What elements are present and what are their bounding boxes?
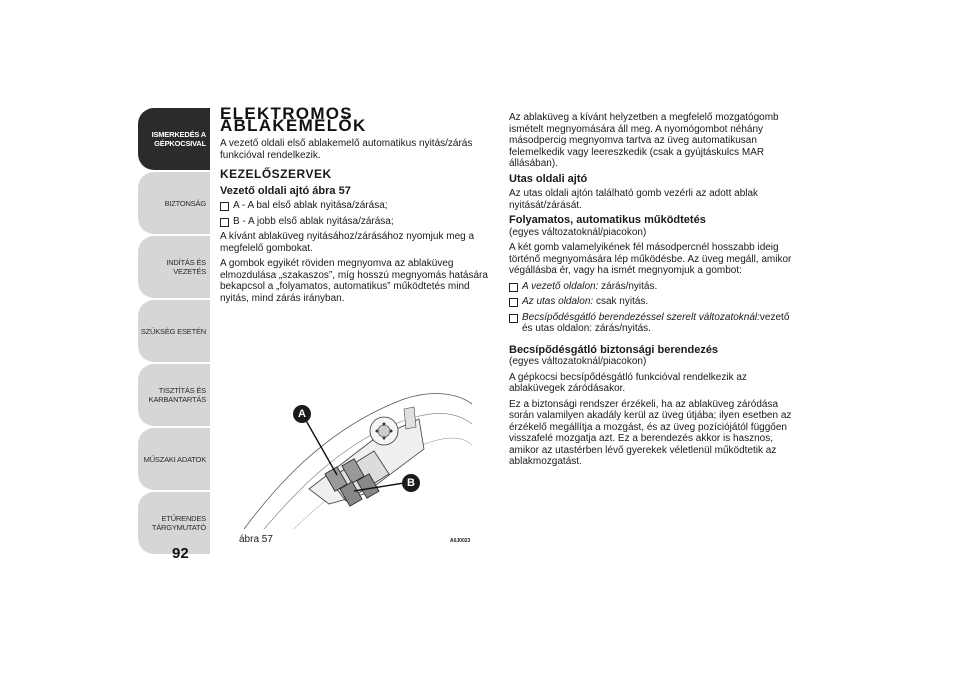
- checkbox-bullet-icon: [220, 218, 229, 227]
- list-item-text: [522, 281, 799, 293]
- tab-ismerkedes[interactable]: [138, 108, 210, 170]
- list-item-rest: csak nyitás.: [593, 296, 649, 307]
- list-item-text: [522, 296, 799, 308]
- list-item-term: A vezető oldalon:: [522, 280, 599, 292]
- list-item-rest: zárás/nyitás.: [598, 280, 658, 292]
- subheading-note: (egyes változatoknál/piacokon): [509, 356, 647, 367]
- list-item: [509, 312, 799, 335]
- tab-szukseg[interactable]: [138, 300, 210, 362]
- paragraph: Az ablaküveg a kívánt helyzetben a megfelelő mozgatógomb ismételt megnyomására áll meg. A nyomógombot néhány másodpercig megnyomva tartva az üveg automatikusan felemelkedik vagy leereszkedik (csak a gyújtáskulcs MAR állásában).: [509, 112, 779, 169]
- list-item-text: B - A jobb első ablak nyitása/zárása;: [233, 215, 394, 227]
- paragraph: A kívánt ablaküveg nyitásához/zárásához nyomjuk meg a megfelelő gombokat.: [220, 231, 475, 254]
- tab-label: BIZTONSÁG: [164, 198, 206, 208]
- left-column: [220, 104, 492, 308]
- subheading: Vezető oldali ajtó ábra 57: [220, 184, 351, 197]
- page-title: ELEKTROMOS ABLAKEMELŐK: [220, 104, 367, 135]
- tab-label: MŰSZAKI ADATOK: [143, 454, 206, 464]
- list-item: [220, 200, 492, 212]
- list-item: [509, 281, 799, 293]
- paragraph: A gombok egyikét röviden megnyomva az ablaküveg elmozdulása „szakaszos”, míg hosszú megnyomás hatására bekapcsol a „folyamatos, automatikus” működtetés mind nyitás, mind zárás irányban.: [220, 258, 488, 304]
- list-item-term: Becsípődésgátló berendezéssel szerelt változatoknál:: [522, 311, 760, 323]
- list-item: [220, 216, 492, 228]
- door-panel-illustration: [234, 379, 474, 534]
- checkbox-bullet-icon: [509, 298, 518, 307]
- paragraph: A két gomb valamelyikének fél másodpercnél hosszabb ideig történő megnyomására lép működésbe. Az üveg megáll, amikor végállásba ér, vagy ha ismét megnyomjuk a gombot:: [509, 242, 792, 276]
- page-number: 92: [172, 545, 189, 562]
- section-heading: KEZELŐSZERVEK: [220, 167, 332, 181]
- figure-code: A0J0023: [450, 538, 471, 544]
- tab-label: ISMERKEDÉS A GÉPKOCSIVAL: [151, 130, 206, 148]
- subheading-note: (egyes változatoknál/piacokon): [509, 226, 647, 238]
- window-switch-figure: [234, 379, 474, 534]
- tab-biztonsag[interactable]: [138, 172, 210, 234]
- list-item-rest: vezető és utas oldalon: zárás/nyitás.: [522, 311, 790, 334]
- subheading: Folyamatos, automatikus működtetés: [509, 214, 706, 226]
- callout-a-label: A: [298, 408, 306, 420]
- checkbox-bullet-icon: [509, 314, 518, 323]
- paragraph: Az utas oldali ajtón található gomb vezérli az adott ablak nyitását/zárását.: [509, 188, 759, 211]
- chapter-sidebar: [138, 108, 210, 556]
- intro-paragraph: A vezető oldali első ablakemelő automatikus nyitás/zárás funkcióval rendelkezik.: [220, 138, 473, 161]
- list-item-text: [522, 312, 799, 335]
- list-item-term: Az utas oldalon:: [522, 296, 594, 307]
- tab-label: INDÍTÁS ÉS VEZETÉS: [166, 258, 206, 276]
- tab-label: TISZTÍTÁS ÉS KARBANTARTÁS: [148, 386, 206, 404]
- checkbox-bullet-icon: [509, 283, 518, 292]
- tab-inditas[interactable]: [138, 236, 210, 298]
- paragraph: A gépkocsi becsípődésgátló funkcióval rendelkezik az ablaküvegek záródásakor.: [509, 371, 747, 394]
- subheading: Utas oldali ajtó: [509, 172, 588, 185]
- checkbox-bullet-icon: [220, 202, 229, 211]
- tab-label: ETŰRENDES TÁRGYMUTATÓ: [151, 514, 206, 532]
- tab-muszaki[interactable]: [138, 428, 210, 490]
- list-item: [509, 296, 799, 308]
- right-column: [509, 112, 799, 472]
- tab-tisztitas[interactable]: [138, 364, 210, 426]
- tab-label: SZÜKSÉG ESETÉN: [140, 326, 206, 336]
- paragraph: Ez a biztonsági rendszer érzékeli, ha az ablaküveg záródása során valamilyen akadály kerül az üveg útjába; ilyen esetben az érzékelő megállítja a mozgást, és az üveg pozíciójától függően visszafelé mozgatja azt. Ez a berendezés akkor is hasznos, amikor az utastérben lévő gyerekek véletlenül működtetik az ablakmozgatást.: [509, 398, 792, 467]
- figure-caption: ábra 57: [239, 534, 273, 545]
- subheading: Becsípődésgátló biztonsági berendezés: [509, 343, 719, 356]
- list-item-text: A - A bal első ablak nyitása/zárása;: [233, 200, 388, 211]
- callout-b-label: B: [407, 477, 415, 489]
